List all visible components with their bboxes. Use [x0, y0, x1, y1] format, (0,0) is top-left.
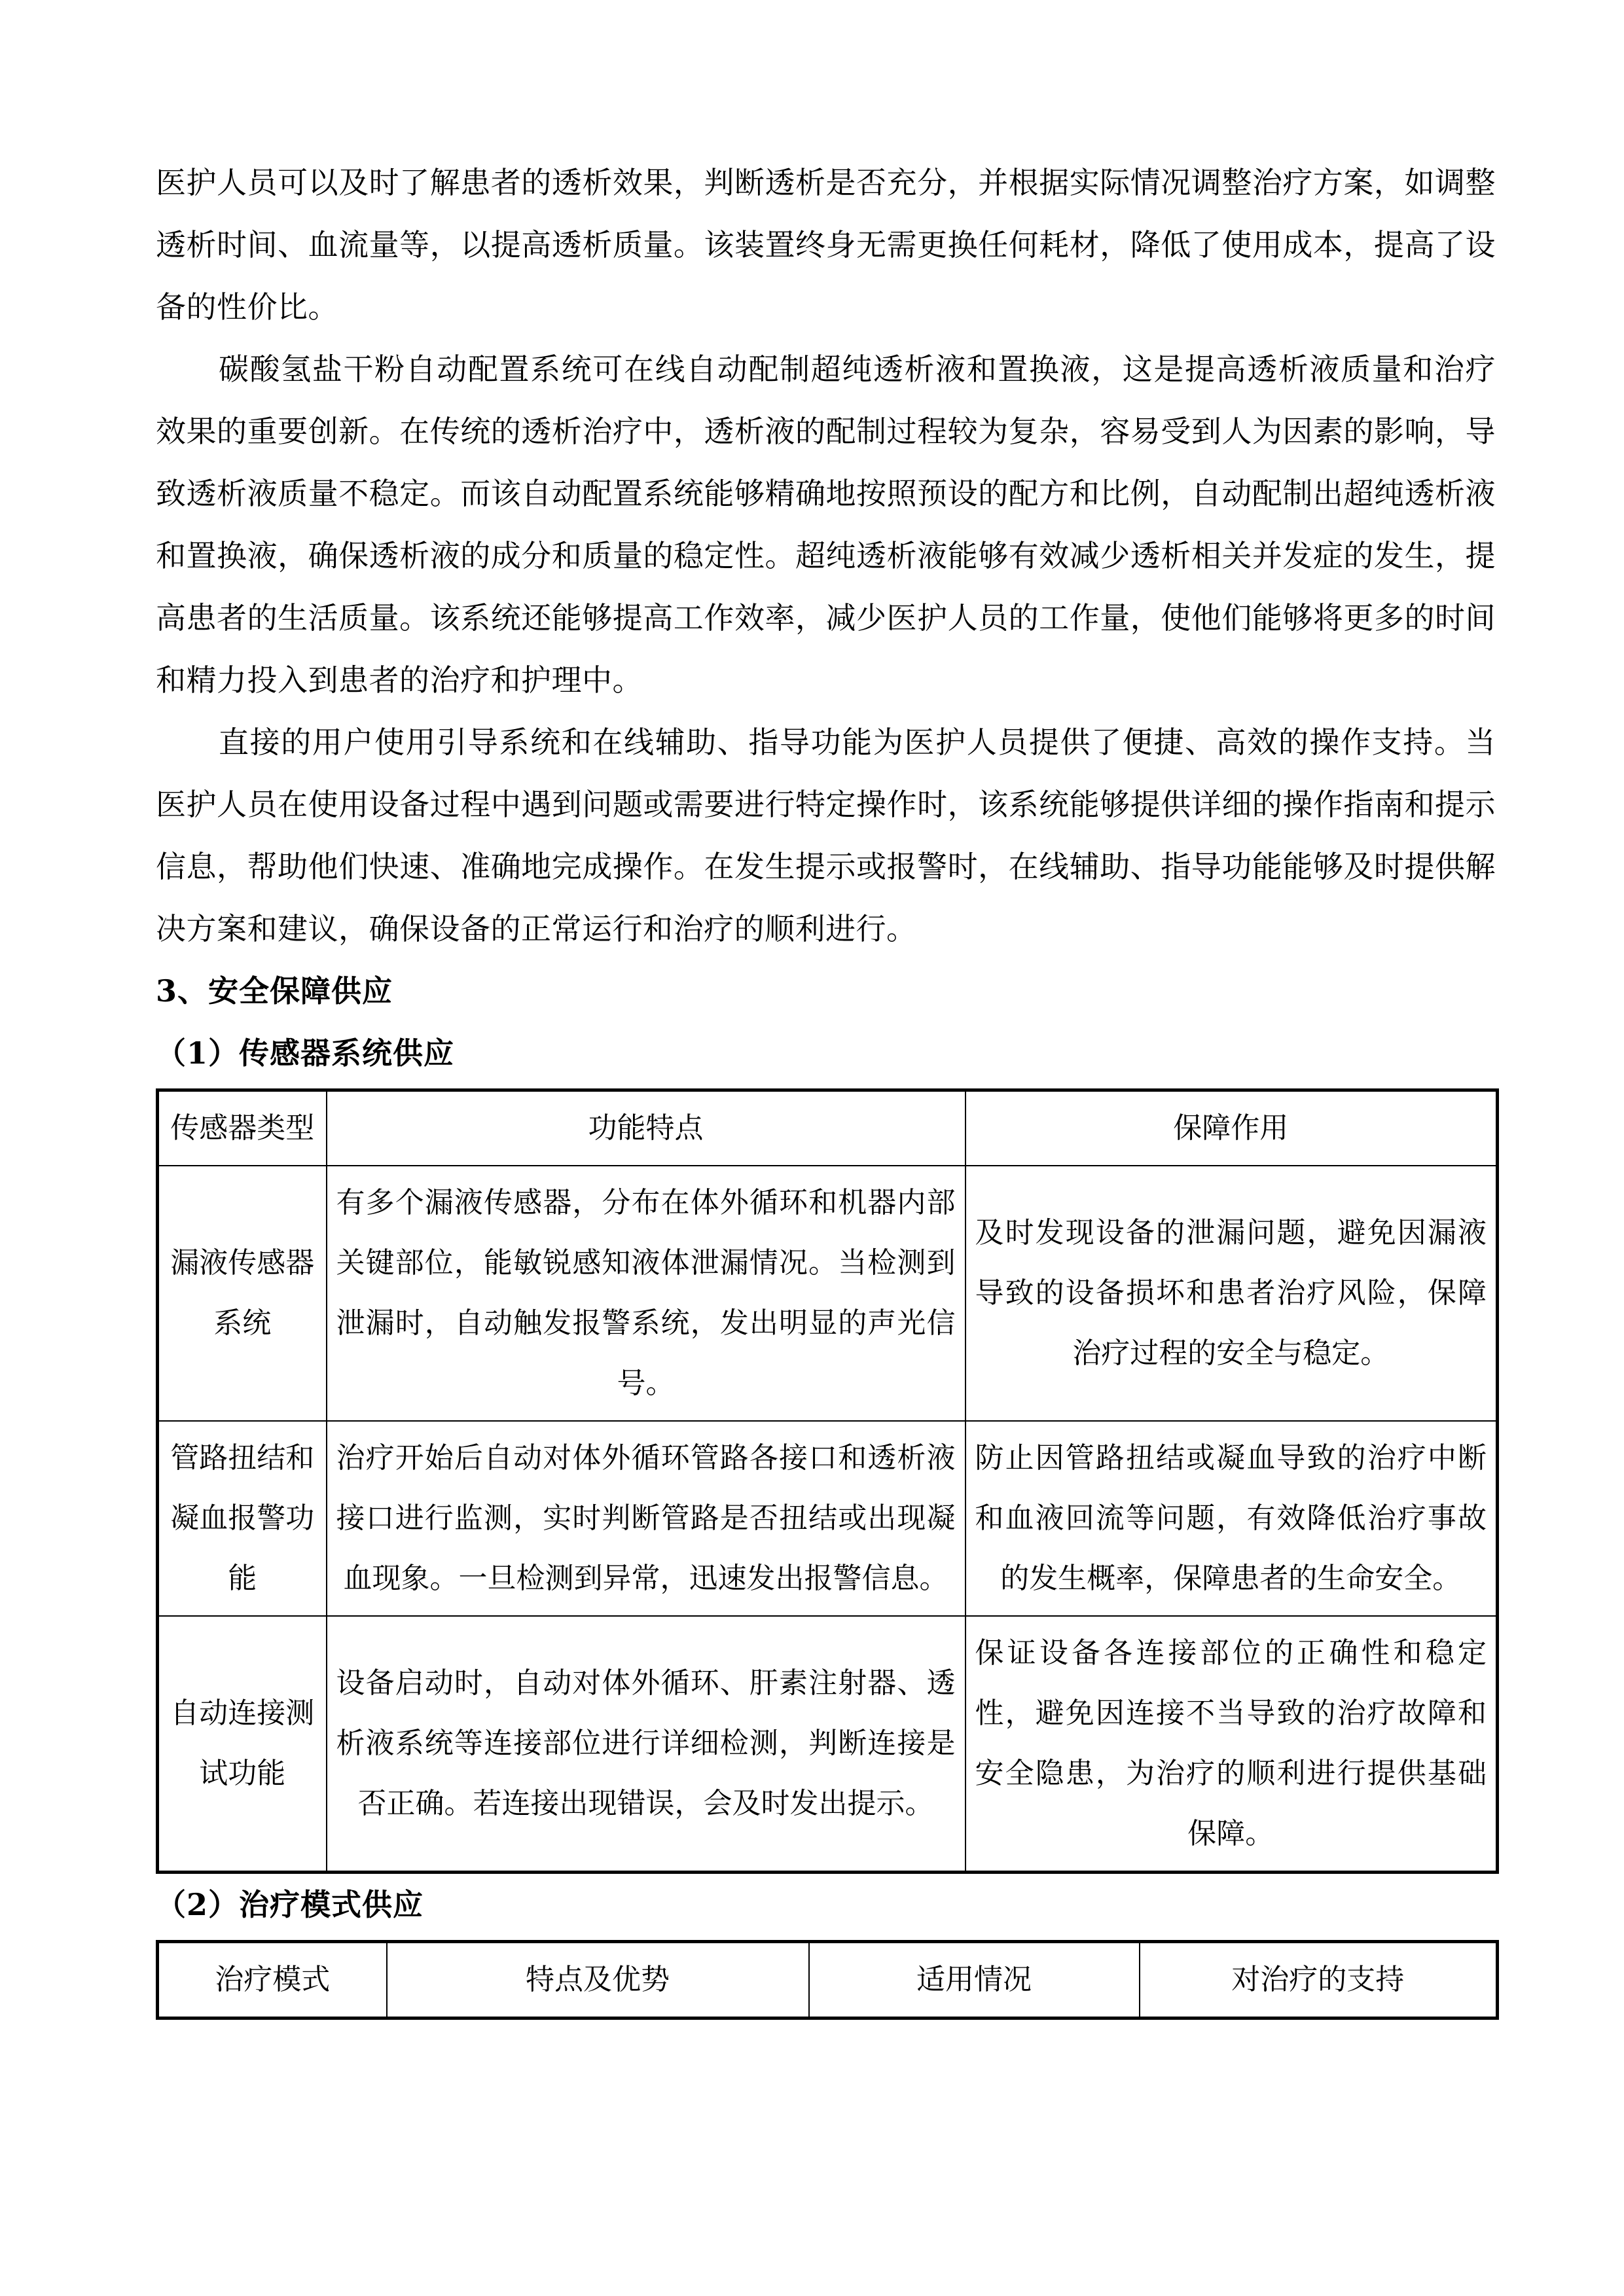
cell-sensor-type: 漏液传感器系统	[158, 1166, 327, 1421]
column-header-sensor-type: 传感器类型	[158, 1090, 327, 1166]
column-header-treatment-mode: 治疗模式	[158, 1942, 387, 2018]
table-row	[158, 1421, 1498, 1616]
paragraph-1: 医护人员可以及时了解患者的透析效果，判断透析是否充分，并根据实际情况调整治疗方案，如调整透析时间、血流量等，以提高透析质量。该装置终身无需更换任何耗材，降低了使用成本，提高了设备的性价比。	[156, 165, 1496, 325]
cell-features: 有多个漏液传感器，分布在体外循环和机器内部关键部位，能敏锐感知液体泄漏情况。当检测到泄漏时，自动触发报警系统，发出明显的声光信号。	[327, 1166, 965, 1421]
table-header-row	[158, 1090, 1498, 1166]
column-header-applicable-situation: 适用情况	[809, 1942, 1140, 2018]
paragraph-2: 碳酸氢盐干粉自动配置系统可在线自动配制超纯透析液和置换液，这是提高透析液质量和治疗效果的重要创新。在传统的透析治疗中，透析液的配制过程较为复杂，容易受到人为因素的影响，导致透析液质量不稳定。而该自动配置系统能够精确地按照预设的配方和比例，自动配制出超纯透析液和置换液，确保透析液的成分和质量的稳定性。超纯透析液能够有效减少透析相关并发症的发生，提高患者的生活质量。该系统还能够提高工作效率，减少医护人员的工作量，使他们能够将更多的时间和精力投入到患者的治疗和护理中。	[156, 351, 1496, 698]
column-header-treatment-support: 对治疗的支持	[1140, 1942, 1498, 2018]
column-header-assurance: 保障作用	[965, 1090, 1498, 1166]
subsection-heading-2: （2）治疗模式供应	[156, 1887, 424, 1922]
cell-assurance: 及时发现设备的泄漏问题，避免因漏液导致的设备损坏和患者治疗风险，保障治疗过程的安全与稳定。	[965, 1166, 1498, 1421]
section-heading-3: 3、安全保障供应	[156, 973, 393, 1009]
cell-sensor-type: 管路扭结和凝血报警功能	[158, 1421, 327, 1616]
table-row	[158, 1166, 1498, 1421]
cell-assurance: 保证设备各连接部位的正确性和稳定性，避免因连接不当导致的治疗故障和安全隐患，为治疗的顺利进行提供基础保障。	[965, 1616, 1498, 1873]
cell-features: 治疗开始后自动对体外循环管路各接口和透析液接口进行监测，实时判断管路是否扭结或出现凝血现象。一旦检测到异常，迅速发出报警信息。	[327, 1421, 965, 1616]
cell-sensor-type: 自动连接测试功能	[158, 1616, 327, 1873]
paragraph-3: 直接的用户使用引导系统和在线辅助、指导功能为医护人员提供了便捷、高效的操作支持。当医护人员在使用设备过程中遇到问题或需要进行特定操作时，该系统能够提供详细的操作指南和提示信息，帮助他们快速、准确地完成操作。在发生提示或报警时，在线辅助、指导功能能够及时提供解决方案和建议，确保设备的正常运行和治疗的顺利进行。	[156, 725, 1496, 946]
cell-assurance: 防止因管路扭结或凝血导致的治疗中断和血液回流等问题，有效降低治疗事故的发生概率，保障患者的生命安全。	[965, 1421, 1498, 1616]
treatment-mode-table	[156, 1940, 1499, 2020]
cell-features: 设备启动时，自动对体外循环、肝素注射器、透析液系统等连接部位进行详细检测，判断连接是否正确。若连接出现错误，会及时发出提示。	[327, 1616, 965, 1873]
sensor-system-table	[156, 1088, 1499, 1874]
table-header-row	[158, 1942, 1498, 2018]
column-header-features: 功能特点	[327, 1090, 965, 1166]
column-header-features-advantages: 特点及优势	[387, 1942, 809, 2018]
subsection-heading-1: （1）传感器系统供应	[156, 1035, 455, 1071]
table-row	[158, 1616, 1498, 1873]
